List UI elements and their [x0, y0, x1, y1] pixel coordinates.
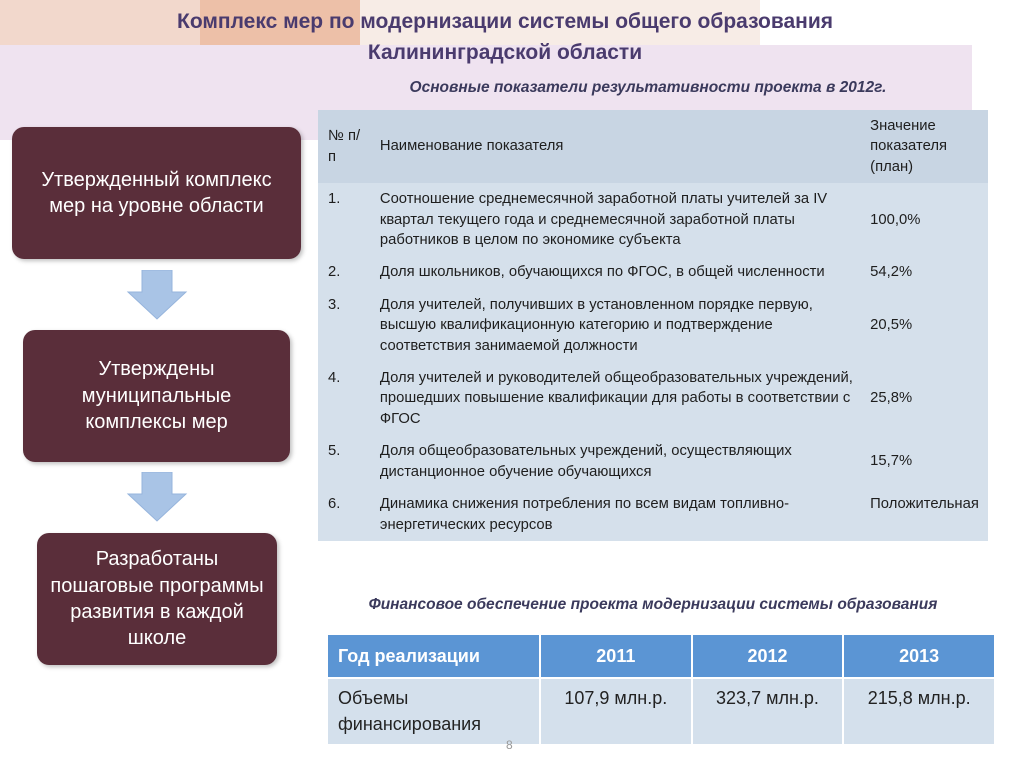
- year-2013: 2013: [843, 634, 995, 678]
- col-num-header: № п/п: [318, 110, 372, 183]
- col-name-header: Наименование показателя: [372, 110, 862, 183]
- row-value: 100,0%: [870, 211, 921, 228]
- amount-2011: 107,9 млн.р.: [540, 678, 692, 745]
- financing-table: [326, 633, 996, 746]
- row-num: 5.: [328, 443, 341, 460]
- flow-step-3-label: Разработаны пошаговые программы развития в каждой школе: [50, 548, 264, 650]
- flow-arrow-1-icon: [126, 270, 188, 320]
- row-num: 4.: [328, 370, 341, 387]
- financing-row: [327, 678, 995, 745]
- indicators-table: [318, 110, 988, 541]
- table-row: [318, 289, 988, 362]
- row-value: 20,5%: [870, 317, 913, 334]
- table-row: [318, 362, 988, 435]
- year-2012: 2012: [692, 634, 844, 678]
- row-name: Доля школьников, обучающихся по ФГОС, в общей численности: [379, 264, 825, 281]
- row-name: Доля общеобразовательных учреждений, осуществляющих дистанционное обучение обучающихся: [379, 443, 792, 480]
- flow-step-1-label: Утвержденный комплекс мер на уровне области: [41, 168, 272, 217]
- table-row: [318, 488, 988, 541]
- table-header-row: [318, 110, 988, 183]
- amount-2013: 215,8 млн.р.: [843, 678, 995, 745]
- row-value: Положительная: [870, 496, 979, 513]
- flow-step-2-label: Утверждены муниципальные комплексы мер: [81, 358, 232, 434]
- row-num: 3.: [328, 296, 341, 313]
- page-title-line2: Калининградской области: [367, 41, 643, 64]
- table-row: [318, 183, 988, 256]
- row-name: Соотношение среднемесячной заработной платы учителей за IV квартал текущего года и среднемесячной заработной платы работников в целом по экономике субъекта: [379, 191, 828, 249]
- flow-step-1: [12, 127, 301, 259]
- amount-2012: 323,7 млн.р.: [692, 678, 844, 745]
- indicators-subtitle: Основные показатели результативности проекта в 2012г.: [409, 79, 887, 96]
- page-number: 8: [506, 738, 513, 752]
- year-2011: 2011: [540, 634, 692, 678]
- row-num: 2.: [328, 264, 341, 281]
- table-row: [318, 435, 988, 488]
- row-value: 25,8%: [870, 390, 913, 407]
- financing-row-label: Объемы финансирования: [327, 678, 540, 745]
- financing-caption: Финансовое обеспечение проекта модернизации системы образования: [368, 596, 938, 613]
- row-value: 15,7%: [870, 453, 913, 470]
- flow-arrow-2-icon: [126, 472, 188, 522]
- row-num: 6.: [328, 496, 341, 513]
- row-name: Доля учителей и руководителей общеобразовательных учреждений, прошедших повышение квалификации для работы в соответствии с ФГОС: [379, 370, 853, 427]
- year-header-label: Год реализации: [327, 634, 540, 678]
- table-row: [318, 256, 988, 288]
- row-name: Доля учителей, получивших в установленном порядке первую, высшую квалификационную категорию и подтверждение соответствия занимаемой должности: [379, 296, 813, 354]
- page-title: Комплекс мер по модернизации системы общего образования: [177, 10, 833, 33]
- row-num: 1.: [328, 191, 341, 208]
- financing-header-row: [327, 634, 995, 678]
- flow-step-3: [37, 533, 277, 665]
- row-value: 54,2%: [870, 264, 913, 281]
- flow-step-2: [23, 330, 290, 462]
- row-name: Динамика снижения потребления по всем видам топливно-энергетических ресурсов: [379, 496, 790, 533]
- col-value-header: Значение показателя (план): [862, 110, 988, 183]
